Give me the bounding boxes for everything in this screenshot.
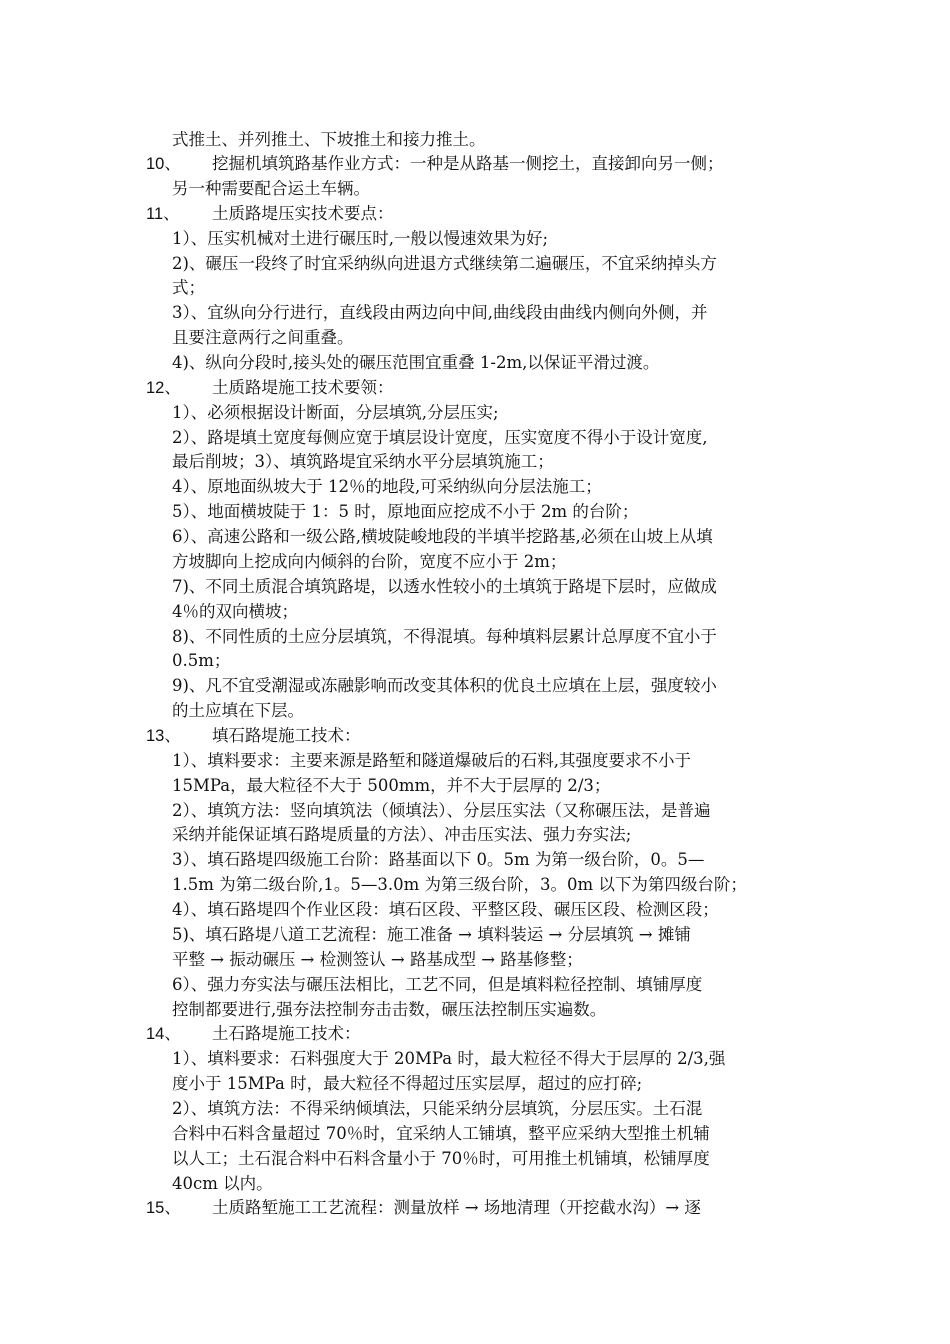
item-heading: 土质路堤压实技术要点：: [212, 204, 394, 223]
text-line: 2）、填筑方法：不得采纳倾填法，只能采纳分层填筑，分层压实。土石混: [172, 1099, 703, 1118]
text-line: 式；: [172, 278, 205, 297]
text-line: 方坡脚向上挖成向内倾斜的台阶，宽度不应小于 2m；: [172, 552, 567, 571]
text-line: 4)、纵向分段时,接头处的碾压范围宜重叠 1-2m,以保证平滑过渡。: [172, 353, 660, 372]
text-line: 4）、原地面纵坡大于 12％的地段,可采纳纵向分层法施工；: [172, 477, 602, 496]
text-line: 合料中石料含量超过 70％时，宜采纳人工铺填，整平应采纳大型推土机辅: [172, 1124, 710, 1143]
item-heading: 土质路堤施工技术要领：: [212, 378, 394, 397]
item-number: 15、: [146, 1199, 181, 1217]
text-line: 且要注意两行之间重叠。: [172, 328, 354, 347]
text-line: 6）、高速公路和一级公路,横坡陡峻地段的半填半挖路基,必须在山坡上从填: [172, 527, 713, 546]
text-line: 以人工；土石混合料中石料含量小于 70％时，可用推土机铺填，松铺厚度: [172, 1149, 710, 1168]
text-line: 2）、路堤填土宽度每侧应宽于填层设计宽度，压实宽度不得小于设计宽度,: [172, 428, 708, 447]
text-line: 4）、填石路堤四个作业区段：填石区段、平整区段、碾压区段、检测区段；: [172, 900, 719, 919]
text-line: 1）、必须根据设计断面，分层填筑,分层压实;: [172, 403, 499, 422]
item-heading: 填石路堤施工技术：: [212, 726, 361, 745]
text-line: 3）、宜纵向分行进行，直线段由两边向中间,曲线段由曲线内侧向外侧，并: [172, 303, 708, 322]
item-number: 14、: [146, 1025, 181, 1043]
text-line: 式推土、并列推土、下坡推土和接力推土。: [172, 130, 486, 149]
text-line: 15MPa，最大粒径不大于 500mm，并不大于层厚的 2/3；: [172, 776, 611, 795]
text-line: 1）、压实机械对土进行碾压时,一般以慢速效果为好;: [172, 229, 549, 248]
text-line: 平整 → 振动碾压 → 检测签认 → 路基成型 → 路基修整；: [172, 950, 583, 969]
text-line: 0.5m；: [172, 651, 231, 670]
text-line: 5)、填石路堤八道工艺流程：施工准备 → 填料装运 → 分层填筑 → 摊铺: [172, 925, 691, 944]
text-line: 2)、碾压一段终了时宜采纳纵向进退方式继续第二遍碾压，不宜采纳掉头方: [172, 254, 717, 273]
text-line: 9)、凡不宜受潮湿或冻融影响而改变其体积的优良土应填在上层，强度较小: [172, 676, 717, 695]
text-line: 最后削坡；3）、填筑路堤宜采纳水平分层填筑施工；: [172, 452, 554, 471]
text-line: 5）、地面横坡陡于 1：5 时，原地面应挖成不小于 2m 的台阶；: [172, 502, 639, 521]
text-line: 度小于 15MPa 时，最大粒径不得超过压实层厚，超过的应打碎;: [172, 1074, 643, 1093]
text-line: 4％的双向横坡；: [172, 602, 298, 621]
text-line: 8)、不同性质的土应分层填筑，不得混填。每种填料层累计总厚度不宜小于: [172, 627, 717, 646]
item-heading: 土石路堤施工技术：: [212, 1024, 361, 1043]
item-number: 10、: [146, 155, 181, 173]
text-line: 另一种需要配合运土车辆。: [172, 179, 370, 198]
text-line: 采纳并能保证填石路堤质量的方法）、冲击压实法、强力夯实法;: [172, 825, 632, 844]
item-number: 12、: [146, 379, 181, 397]
text-line: 控制都要进行,强夯法控制夯击击数，碾压法控制压实遍数。: [172, 1000, 607, 1019]
text-line: 40cm 以内。: [172, 1174, 273, 1193]
text-line: 3）、填石路堤四级施工台阶：路基面以下 0。5m 为第一级台阶，0。5—: [172, 850, 705, 869]
item-number: 13、: [146, 727, 181, 745]
text-line: 7)、不同土质混合填筑路堤，以透水性较小的土填筑于路堤下层时，应做成: [172, 577, 717, 596]
item-heading: 土质路堑施工工艺流程：测量放样 → 场地清理（开挖截水沟）→ 逐: [212, 1198, 701, 1217]
text-line: 1）、填料要求：石料强度大于 20MPa 时，最大粒径不得大于层厚的 2/3,强: [172, 1049, 726, 1068]
text-line: 6）、强力夯实法与碾压法相比，工艺不同，但是填料粒径控制、填铺厚度: [172, 975, 703, 994]
text-line: 的土应填在下层。: [172, 701, 304, 720]
item-heading: 挖掘机填筑路基作业方式：一种是从路基一侧挖土，直接卸向另一侧；: [212, 154, 724, 173]
item-number: 11、: [146, 205, 180, 223]
text-line: 1.5m 为第二级台阶,1。5—3.0m 为第三级台阶，3。0m 以下为第四级台阶；: [172, 875, 747, 894]
text-line: 1）、填料要求：主要来源是路堑和隧道爆破后的石料,其强度要求不小于: [172, 751, 691, 770]
text-line: 2）、填筑方法：竖向填筑法（倾填法）、分层压实法（又称碾压法，是普遍: [172, 801, 711, 820]
